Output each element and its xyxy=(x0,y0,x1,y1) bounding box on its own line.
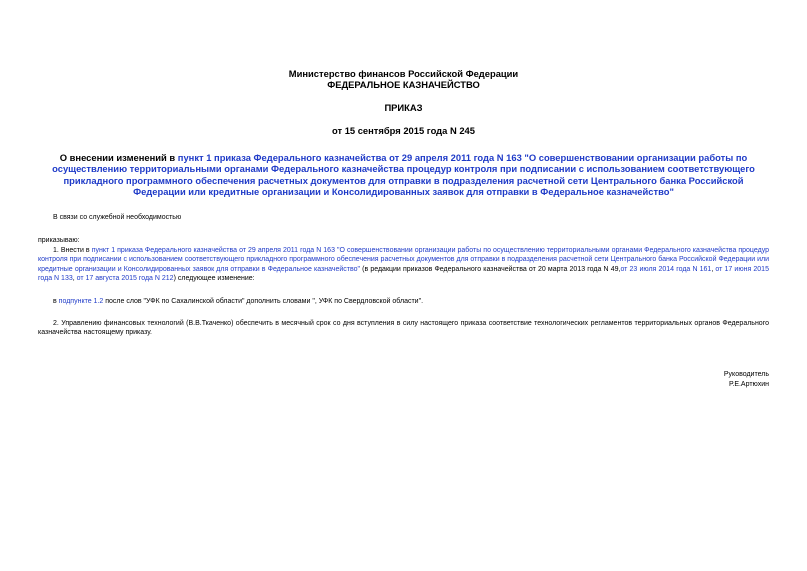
para1-text-5: ) следующее изменение: xyxy=(173,274,255,282)
title-link[interactable]: пункт 1 приказа Федерального казначейства от 29 апреля 2011 года N 163 "О совершенствовании организации работы по осуществлению территориальными органами Федерального казначейства процедур контроля при подписании с использованием соответствующего прикладного программного обеспечения расчетных документов для отправки в подразделения расчетной сети Центрального банка Российской Федерации или кредитные организации и Консолидированных заявок для отправки в Федеральное казначейство" xyxy=(52,152,755,197)
para1-text-2: (в редакции приказов Федерального казначейства от 20 марта 2013 года N 49, xyxy=(360,265,621,273)
para1-link-order-212[interactable]: от 17 августа 2015 года N 212 xyxy=(76,274,174,282)
para1-text-1: 1. Внести в xyxy=(53,247,92,254)
para1-link-order-133[interactable]: от 17 июня 2015 года N 133 xyxy=(38,265,769,282)
document-title xyxy=(38,152,769,197)
paragraph-2: 2. Управлению финансовых технологий (В.В.Ткаченко) обеспечить в месячный срок со дня вступления в силу настоящего приказа соответствие технологических регламентов территориальных органов Федерального казначейства настоящему приказу. xyxy=(38,320,769,337)
para1-link-order-161[interactable]: от 23 июля 2014 года N 161 xyxy=(620,265,712,273)
para1-text-3: , xyxy=(711,265,716,273)
sub-text-1: в xyxy=(53,298,59,305)
sub-text-2: после слов "УФК по Сахалинской области" дополнить словами ", УФК по Свердловской области". xyxy=(103,298,424,305)
subpoint-1-2-link[interactable]: подпункте 1.2 xyxy=(58,298,104,305)
title-prefix: О внесении изменений в xyxy=(59,152,178,163)
para1-text-4: , xyxy=(72,274,77,282)
order-word: приказываю: xyxy=(38,237,80,244)
paragraph-1 xyxy=(38,246,769,283)
document-type: ПРИКАЗ xyxy=(384,102,423,113)
para1-link-order-163[interactable]: пункт 1 приказа Федерального казначейства от 29 апреля 2011 года N 163 "О совершенствовании организации работы по осуществлению территориальными органами Федерального казначейства процедур контроля при подписании с использованием соответствующего прикладного программного обеспечения расчетных документов для отправки в подразделения расчетной сети Центрального банка Российской Федерации или кредитные организации и Консолидированных заявок для отправки в Федеральное казначейство" xyxy=(38,247,770,273)
intro-text: В связи со служебной необходимостью xyxy=(53,214,182,221)
signer-name: Р.Е.Артюхин xyxy=(729,381,769,388)
ministry-name: Министерство финансов Российской Федерации xyxy=(288,68,519,79)
document-date-number: от 15 сентября 2015 года N 245 xyxy=(332,125,475,136)
treasury-name: ФЕДЕРАЛЬНОЕ КАЗНАЧЕЙСТВО xyxy=(327,79,480,90)
signer-role: Руководитель xyxy=(723,371,769,378)
subparagraph-amendment xyxy=(53,297,423,306)
